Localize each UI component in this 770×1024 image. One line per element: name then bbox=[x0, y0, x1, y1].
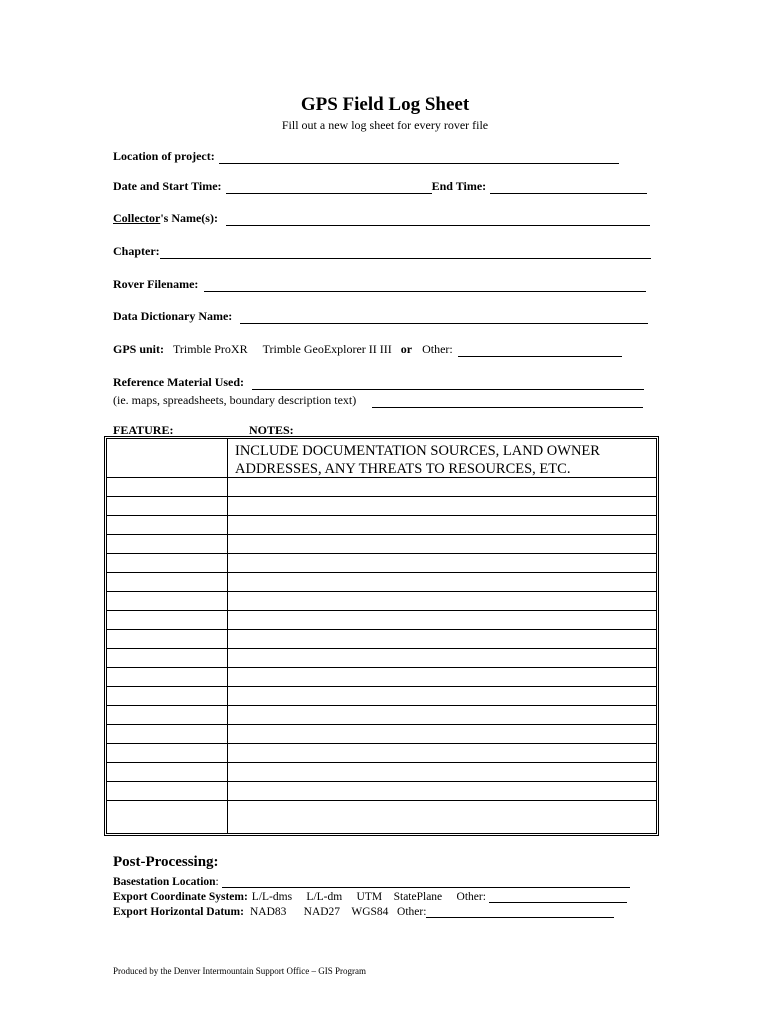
coord-system-label: Export Coordinate System: bbox=[113, 891, 248, 903]
table-row[interactable] bbox=[107, 762, 656, 782]
table-row[interactable] bbox=[107, 553, 656, 573]
date-row bbox=[113, 178, 647, 194]
rover-label: Rover Filename: bbox=[113, 277, 199, 291]
location-label: Location of project: bbox=[113, 149, 215, 163]
footer-text: Produced by the Denver Intermountain Support Office – GIS Program bbox=[113, 966, 367, 976]
gps-option-proxr[interactable]: Trimble ProXR bbox=[173, 342, 248, 356]
rover-field[interactable] bbox=[204, 279, 646, 292]
reference-field[interactable] bbox=[252, 377, 644, 390]
gps-option-geoexplorer[interactable]: Trimble GeoExplorer II III bbox=[262, 342, 392, 356]
feature-column-header: FEATURE: bbox=[113, 423, 174, 437]
collector-row bbox=[113, 210, 650, 226]
basestation-field[interactable] bbox=[222, 875, 630, 888]
chapter-field[interactable] bbox=[160, 246, 651, 259]
table-row[interactable] bbox=[107, 610, 656, 630]
basestation-row bbox=[113, 874, 630, 888]
dictionary-field[interactable] bbox=[240, 311, 648, 324]
reference-label: Reference Material Used: bbox=[113, 375, 245, 389]
datum-row bbox=[113, 904, 614, 918]
reference-hint: (ie. maps, spreadsheets, boundary description text) bbox=[113, 393, 357, 407]
collector-label-a: Collector bbox=[113, 211, 161, 225]
table-row[interactable] bbox=[107, 705, 656, 725]
gps-or-label: or bbox=[400, 342, 413, 356]
date-start-label: Date and Start Time: bbox=[113, 179, 222, 193]
table-row[interactable] bbox=[107, 439, 656, 478]
chapter-label: Chapter: bbox=[113, 244, 160, 258]
notes-hint: INCLUDE DOCUMENTATION SOURCES, LAND OWNER ADDRESSES, ANY THREATS TO RESOURCES, ETC. bbox=[235, 443, 600, 477]
table-row[interactable] bbox=[107, 591, 656, 611]
gps-unit-label: GPS unit: bbox=[113, 342, 165, 356]
page-title: GPS Field Log Sheet bbox=[300, 94, 470, 115]
reference-field-2[interactable] bbox=[372, 395, 643, 408]
location-row bbox=[113, 148, 619, 164]
collector-field[interactable] bbox=[226, 213, 650, 226]
table-row[interactable] bbox=[107, 534, 656, 554]
date-start-field[interactable] bbox=[226, 181, 432, 194]
location-field[interactable] bbox=[219, 151, 619, 164]
table-row[interactable] bbox=[107, 648, 656, 668]
table-row[interactable] bbox=[107, 743, 656, 763]
table-row[interactable] bbox=[107, 515, 656, 535]
table-row[interactable] bbox=[107, 686, 656, 706]
table-row[interactable] bbox=[107, 800, 656, 819]
notes-column-header: NOTES: bbox=[249, 423, 294, 437]
reference-row bbox=[113, 374, 644, 390]
table-row[interactable] bbox=[107, 629, 656, 649]
datum-label: Export Horizontal Datum: bbox=[113, 906, 244, 918]
page-subtitle: Fill out a new log sheet for every rover file bbox=[281, 118, 489, 132]
gps-other-field[interactable] bbox=[458, 344, 622, 357]
collector-label-b: 's Name(s): bbox=[160, 211, 218, 225]
table-row[interactable] bbox=[107, 496, 656, 516]
table-row[interactable] bbox=[107, 477, 656, 497]
gps-other-label: Other: bbox=[422, 342, 453, 356]
end-time-field[interactable] bbox=[490, 181, 647, 194]
chapter-row bbox=[113, 243, 651, 259]
gps-unit-row bbox=[113, 341, 622, 357]
datum-other-field[interactable] bbox=[426, 905, 614, 918]
post-processing-title: Post-Processing: bbox=[113, 854, 219, 870]
rover-row bbox=[113, 276, 646, 292]
coord-system-row bbox=[113, 889, 627, 903]
datum-options[interactable]: NAD83 NAD27 WGS84 Other: bbox=[249, 906, 427, 918]
table-row[interactable] bbox=[107, 724, 656, 744]
dictionary-label: Data Dictionary Name: bbox=[113, 309, 233, 323]
table-row[interactable] bbox=[107, 781, 656, 801]
log-table bbox=[104, 436, 659, 836]
dictionary-row bbox=[113, 308, 648, 324]
coord-system-options[interactable]: L/L-dms L/L-dm UTM StatePlane Other: bbox=[251, 891, 486, 903]
end-time-label: End Time: bbox=[431, 179, 487, 193]
basestation-label: Basestation Location bbox=[113, 876, 216, 888]
table-row[interactable] bbox=[107, 667, 656, 687]
table-row[interactable] bbox=[107, 572, 656, 592]
coord-other-field[interactable] bbox=[489, 890, 627, 903]
reference-hint-row bbox=[113, 392, 643, 408]
basestation-colon: : bbox=[215, 876, 219, 888]
